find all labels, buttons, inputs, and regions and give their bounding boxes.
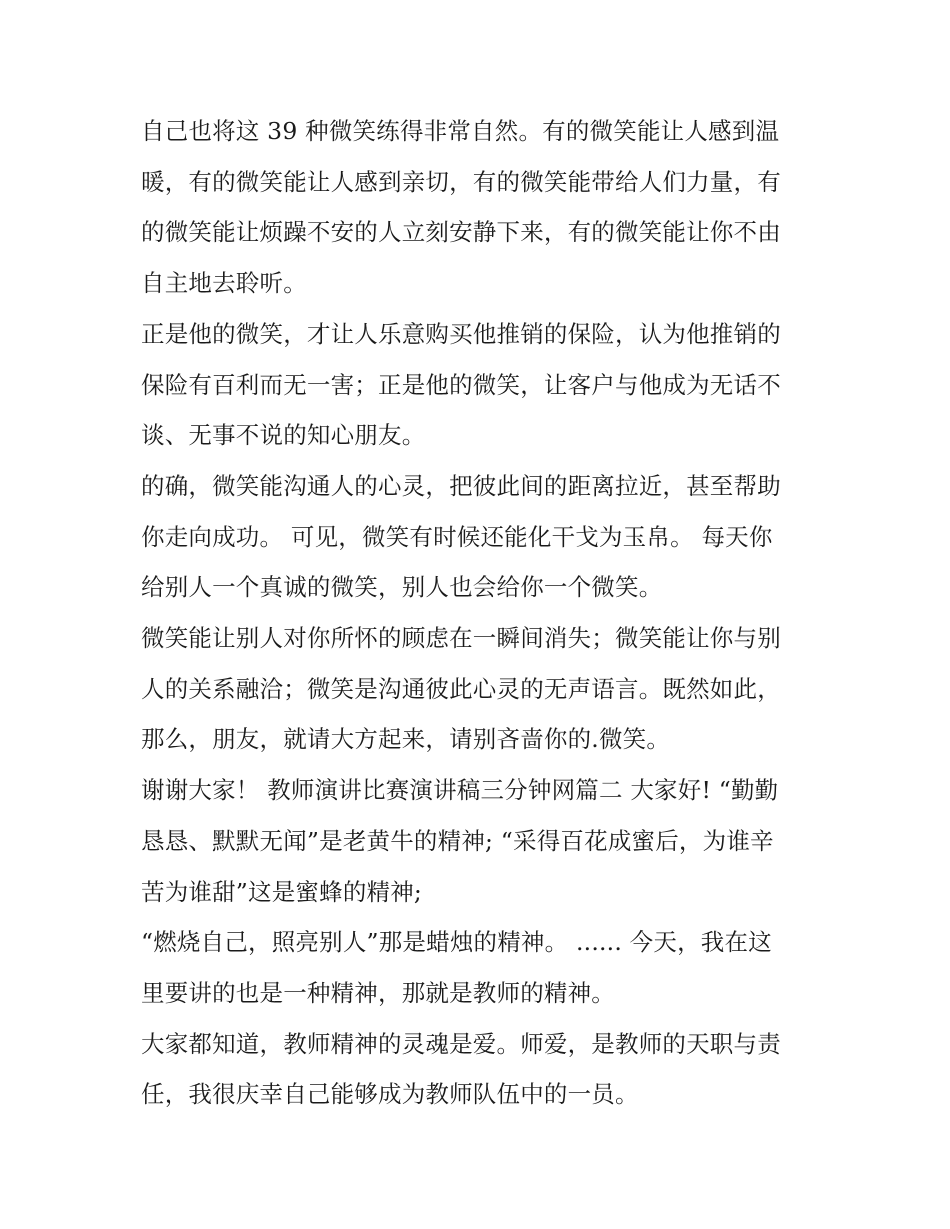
paragraph-6 xyxy=(141,917,813,1018)
text-line: 谢谢大家！ 教师演讲比赛演讲稿三分钟网篇二 大家好! “勤勤 xyxy=(141,776,779,805)
text-line: 给别人一个真诚的微笑，别人也会给你一个微笑。 xyxy=(141,573,663,602)
text-line: 那么，朋友，就请大方起来，请别吝啬你的.微笑。 xyxy=(141,725,671,754)
text-line: 的微笑能让烦躁不安的人立刻安静下来，有的微笑能让你不由 xyxy=(141,218,781,247)
text-line: 恳恳、默默无闻”是老黄牛的精神; “采得百花成蜜后，为谁辛 xyxy=(141,826,774,855)
paragraph-4 xyxy=(141,613,813,765)
text-line: 大家都知道，教师精神的灵魂是爱。师爱，是教师的天职与责 xyxy=(141,1029,781,1058)
text-line: 微笑能让别人对你所怀的顾虑在一瞬间消失；微笑能让你与别 xyxy=(141,624,781,653)
paragraph-1 xyxy=(141,106,813,309)
text-line: 谈、无事不说的知心朋友。 xyxy=(141,421,426,450)
paragraph-3 xyxy=(141,461,813,613)
text-line: 任，我很庆幸自己能够成为教师队伍中的一员。 xyxy=(141,1080,639,1109)
paragraph-2 xyxy=(141,309,813,461)
text-line: 的确，微笑能沟通人的心灵，把彼此间的距离拉近，甚至帮助 xyxy=(141,471,781,500)
text-line: 暖，有的微笑能让人感到亲切，有的微笑能带给人们力量，有 xyxy=(141,167,781,196)
paragraph-5 xyxy=(141,765,813,917)
text-line: 自主地去聆听。 xyxy=(141,269,307,298)
text-line: 保险有百利而无一害；正是他的微笑，让客户与他成为无话不 xyxy=(141,370,781,399)
text-line: 自己也将这 39 种微笑练得非常自然。有的微笑能让人感到温 xyxy=(141,117,780,145)
text-line: 里要讲的也是一种精神，那就是教师的精神。 xyxy=(141,978,615,1007)
text-line: 你走向成功。 可见，微笑有时候还能化干戈为玉帛。 每天你 xyxy=(141,522,773,551)
paragraph-7 xyxy=(141,1019,813,1120)
text-line: “燃烧自己，照亮别人”那是蜡烛的精神。 ...... 今天，我在这 xyxy=(141,928,772,957)
text-line: 正是他的微笑，才让人乐意购买他推销的保险，认为他推销的 xyxy=(141,319,781,348)
document-body xyxy=(141,106,813,1120)
text-line: 苦为谁甜”这是蜜蜂的精神; xyxy=(141,877,423,906)
text-line: 人的关系融洽；微笑是沟通彼此心灵的无声语言。既然如此， xyxy=(141,674,781,703)
